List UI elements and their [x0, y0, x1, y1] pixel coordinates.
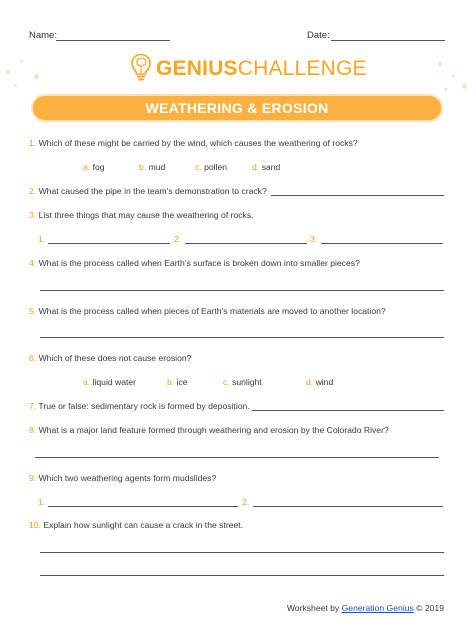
answer-line[interactable]	[40, 552, 444, 553]
answer-line[interactable]	[40, 337, 444, 338]
option-a[interactable]: a. liquid water	[83, 377, 137, 387]
blank-label: 2.	[242, 497, 250, 507]
decor-dot	[20, 60, 23, 63]
answer-line[interactable]	[271, 195, 444, 196]
answer-line[interactable]	[35, 457, 439, 458]
logo-light-text: CHALLENGE	[237, 57, 367, 80]
logo-bold-text: GENIUS	[156, 57, 238, 80]
decor-dot	[6, 70, 10, 74]
answer-line[interactable]	[253, 506, 443, 507]
question-7: 7. True or false: sedimentary rock is formed by deposition.	[29, 401, 250, 411]
decor-dot	[444, 88, 447, 91]
question-2: 2. What caused the pipe in the team’s demonstration to crack?	[29, 186, 267, 196]
question-6: 6. Which of these does not cause erosion?	[29, 353, 192, 363]
decor-dot	[462, 84, 467, 89]
date-field[interactable]	[331, 40, 445, 41]
answer-line[interactable]	[321, 243, 443, 244]
decor-dot	[452, 74, 455, 77]
decor-dot	[34, 74, 39, 79]
genius-challenge-logo	[156, 58, 367, 79]
option-c[interactable]: c. sunlight	[223, 377, 262, 387]
blank-label: 1.	[38, 234, 46, 244]
answer-line[interactable]	[40, 290, 444, 291]
decor-dot	[14, 84, 17, 87]
footer-copyright: © 2019	[416, 603, 444, 613]
answer-line[interactable]	[252, 410, 444, 411]
name-field[interactable]	[56, 40, 170, 41]
blank-label: 1.	[38, 497, 46, 507]
question-9: 9. Which two weathering agents form mudslides?	[29, 473, 217, 483]
generation-genius-link[interactable]: Generation Genius	[341, 603, 414, 613]
answer-line[interactable]	[40, 575, 444, 576]
question-1	[29, 138, 358, 148]
answer-line[interactable]	[185, 243, 307, 244]
option-c[interactable]: c. pollen	[195, 162, 228, 172]
footer-prefix: Worksheet by	[286, 603, 340, 613]
option-b[interactable]: b. ice	[167, 377, 188, 387]
decor-dot	[438, 62, 442, 66]
question-text: Which of these might be carried by the wind, which causes the weathering of rocks?	[38, 138, 358, 148]
worksheet-title: WEATHERING & EROSION	[33, 96, 441, 120]
option-b[interactable]: b. mud	[139, 162, 166, 172]
option-a[interactable]: a. fog	[83, 162, 105, 172]
date-label: Date:	[307, 30, 330, 41]
blank-label: 2.	[174, 234, 182, 244]
answer-line[interactable]	[48, 506, 238, 507]
lightbulb-brain-icon	[130, 53, 152, 83]
answer-line[interactable]	[48, 243, 170, 244]
question-3: 3. List three things that may cause the weathering of rocks.	[29, 210, 254, 220]
question-5: 5. What is the process called when pieces of Earth’s materials are moved to another location?	[29, 306, 386, 316]
option-d[interactable]: d. wind	[306, 377, 334, 387]
question-number: 1.	[29, 138, 37, 148]
blank-label: 3.	[310, 234, 318, 244]
footer-credit	[287, 603, 444, 613]
name-label: Name:	[29, 30, 57, 41]
option-d[interactable]: d. sand	[252, 162, 281, 172]
question-4: 4. What is the process called when Earth’s surface is broken down into smaller pieces?	[29, 258, 360, 268]
question-10: 10. Explain how sunlight can cause a crack in the street.	[29, 520, 244, 530]
question-8: 8. What is a major land feature formed through weathering and erosion by the Colorado River?	[29, 425, 389, 435]
